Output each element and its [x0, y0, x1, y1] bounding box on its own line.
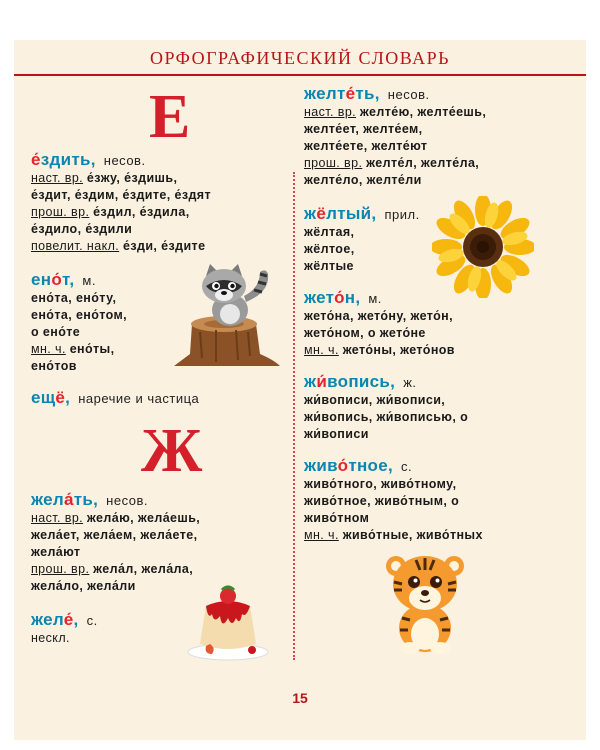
sunflower-icon — [432, 196, 534, 298]
form-line: живо́тном — [304, 511, 370, 525]
form-line: живо́тного, живо́тному, — [304, 477, 457, 491]
entry-eshche — [31, 388, 199, 408]
entry-zheton — [304, 288, 455, 359]
headword: желе́, — [31, 610, 79, 629]
page-title: ОРФОГРАФИЧЕСКИЙ СЛОВАРЬ — [149, 48, 451, 68]
jelly-dessert-icon — [186, 584, 270, 662]
entry-enot — [31, 270, 127, 375]
form-line: желте́ет, желте́ем, — [304, 122, 423, 136]
form-line: жи́вописи, жи́вописи, — [304, 393, 446, 407]
part-of-speech: несов. — [106, 493, 148, 508]
form-line: ено́та, ено́ту, — [31, 291, 117, 305]
form-line: повелит. накл. е́зди, е́здите — [31, 239, 206, 253]
headword: жела́ть, — [31, 490, 99, 509]
headword: живо́тное, — [304, 456, 393, 475]
form-line: жето́ном, о жето́не — [304, 326, 426, 340]
form-line: жи́вопись, жи́вописью, о — [304, 410, 469, 424]
headword: желте́ть, — [304, 84, 380, 103]
form-line: наст. вр. желте́ю, желте́ешь, — [304, 105, 487, 119]
headword: жето́н, — [304, 288, 361, 307]
form-line: жела́ет, жела́ем, жела́ете, — [31, 528, 198, 542]
page-header — [14, 40, 586, 76]
headword: жёлтый, — [304, 204, 377, 223]
part-of-speech: ж. — [403, 375, 417, 390]
form-line: прош. вр. желте́л, желте́ла, — [304, 156, 480, 170]
form-line: е́здит, е́здим, е́здите, е́здят — [31, 188, 212, 202]
form-line: нескл. — [31, 631, 70, 645]
form-line: о ено́те — [31, 325, 81, 339]
form-line: прош. вр. жела́л, жела́ла, — [31, 562, 194, 576]
headword: ено́т, — [31, 270, 75, 289]
entry-ezdit — [31, 150, 211, 255]
raccoon-icon — [170, 262, 282, 370]
form-line: мн. ч. жето́ны, жето́нов — [304, 343, 455, 357]
form-line: живо́тное, живо́тным, о — [304, 494, 460, 508]
form-line: мн. ч. живо́тные, живо́тных — [304, 528, 483, 542]
tiger-cub-icon — [380, 548, 470, 656]
form-line: прош. вр. е́здил, е́здила, — [31, 205, 190, 219]
form-line: желте́ете, желте́ют — [304, 139, 428, 153]
part-of-speech: м. — [368, 291, 382, 306]
form-line: желте́ло, желте́ли — [304, 173, 422, 187]
form-line: наст. вр. е́зжу, е́здишь, — [31, 171, 178, 185]
column-divider — [293, 172, 295, 660]
part-of-speech: с. — [86, 613, 98, 628]
part-of-speech: несов. — [387, 87, 430, 102]
part-of-speech: м. — [82, 273, 96, 288]
form-line: ено́та, ено́том, — [31, 308, 128, 322]
headword: жи́вопись, — [304, 372, 396, 391]
form-line: жела́ло, жела́ли — [31, 579, 136, 593]
form-line: жёлтое, — [304, 242, 355, 256]
form-line: жи́вописи — [304, 427, 369, 441]
headword: е́здить, — [31, 150, 96, 169]
part-of-speech: с. — [400, 459, 413, 474]
entry-zhivotnoe — [304, 456, 483, 544]
entry-zheltet — [304, 84, 486, 189]
form-line: мн. ч. ено́ты, — [31, 342, 115, 356]
form-line: ено́тов — [31, 359, 77, 373]
part-of-speech: несов. — [103, 153, 146, 168]
form-line: е́здило, е́здили — [31, 222, 133, 236]
form-line: жела́ют — [31, 545, 81, 559]
entry-zhele — [31, 610, 98, 647]
part-of-speech: прил. — [384, 207, 420, 222]
form-line: наст. вр. жела́ю, жела́ешь, — [31, 511, 201, 525]
letter-zh-heading: Ж — [141, 417, 203, 485]
part-of-speech: наречие и частица — [78, 391, 200, 406]
entry-zheltyi — [304, 204, 420, 275]
page-number: 15 — [292, 690, 308, 706]
headword: ещё, — [31, 388, 71, 407]
entry-zhelat — [31, 490, 200, 595]
form-line: жёлтые — [304, 259, 354, 273]
form-line: жето́на, жето́ну, жето́н, — [304, 309, 454, 323]
form-line: жёлтая, — [304, 225, 355, 239]
entry-zhivopis — [304, 372, 468, 443]
letter-e-heading: Е — [149, 83, 191, 151]
